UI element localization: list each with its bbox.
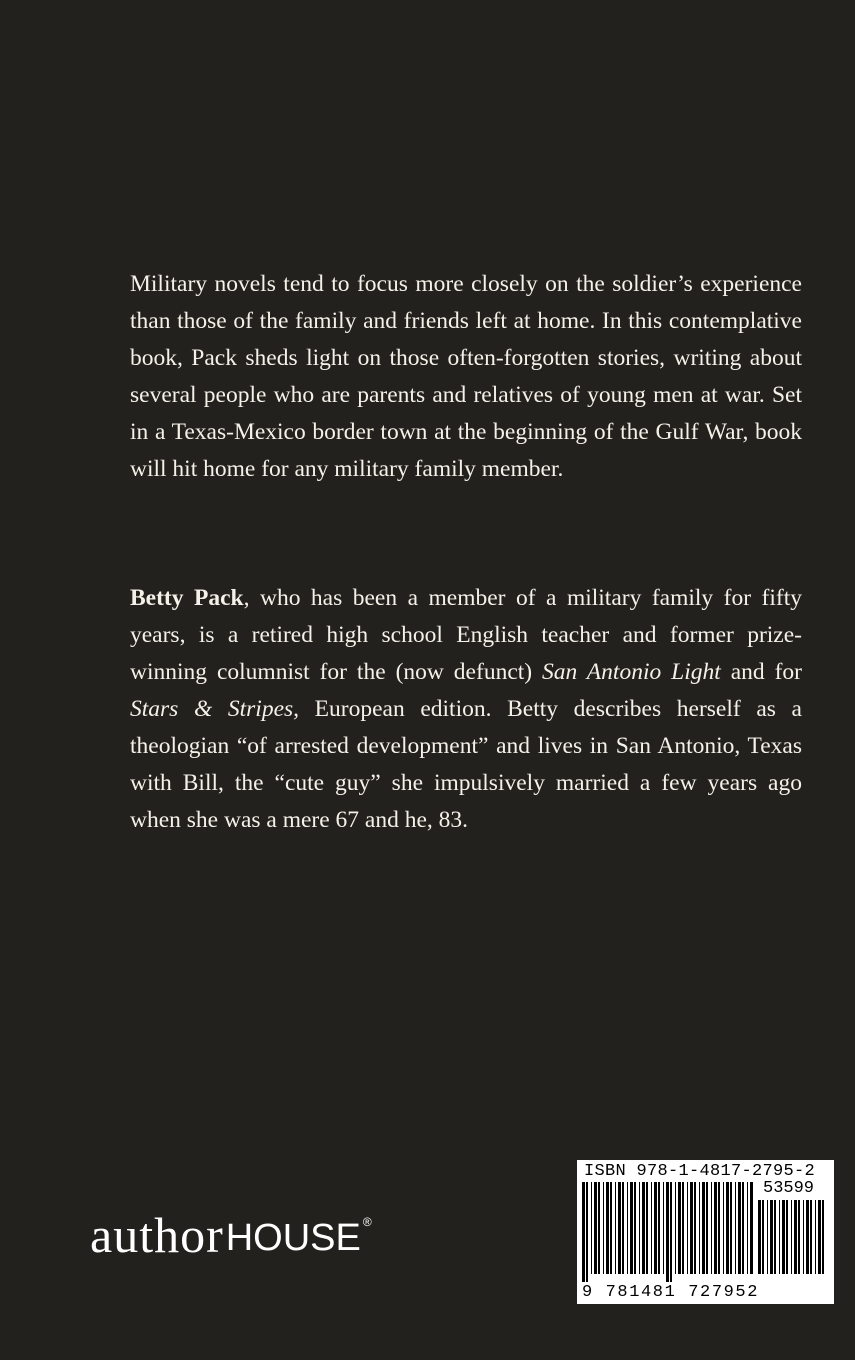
book-description: Military novels tend to focus more closely on the soldier’s experience than those of the family and friends left at home. In this contemplative book, Pack sheds light on those often-forgotten stories, writing about several people who are parents and relatives of young men at war. Set in a Texas-Mexico border town at the beginning of the Gulf War, book will hit home for any military family member. xyxy=(130,271,802,482)
author-bio xyxy=(130,580,802,839)
isbn-barcode xyxy=(577,1160,834,1304)
barcode-bars-icon xyxy=(581,1182,755,1284)
barcode-addon-bars-icon xyxy=(757,1200,829,1284)
author-name: Betty Pack xyxy=(130,585,244,611)
bio-text-1: , who has been a member of a military family for fifty years, is a retired high school English teacher and former prize-winning columnist for the (now defunct) xyxy=(130,585,802,685)
isbn-number: ISBN 978-1-4817-2795-2 xyxy=(584,1162,816,1181)
publication-title-1: San Antonio Light xyxy=(542,659,721,685)
logo-house-text: HOUSE xyxy=(225,1217,361,1259)
publication-title-2: Stars & Stripes, xyxy=(130,696,300,722)
logo-author-text: author xyxy=(90,1207,224,1263)
publisher-logo xyxy=(90,1205,372,1268)
bio-text-3: European edition. Betty describes herself as a theologian “of arrested development” and lives in San Antonio, Texas with Bill, the “cute guy” she impulsively married a few years ago when she was a mere 67 and he, 83. xyxy=(130,696,802,833)
price-code: 53599 xyxy=(763,1179,815,1198)
ean-digits: 9 781481 727952 xyxy=(582,1283,760,1302)
bio-text-2: and for xyxy=(720,659,803,685)
registered-mark: ® xyxy=(362,1215,372,1229)
